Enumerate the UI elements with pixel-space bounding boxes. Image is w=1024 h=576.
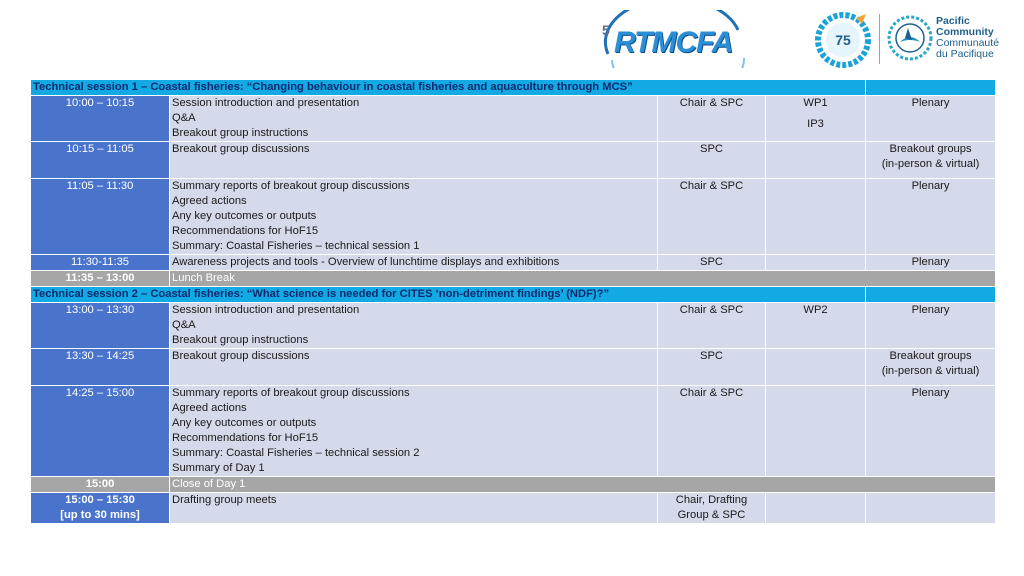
row-time [31, 493, 170, 524]
table-row [31, 493, 996, 524]
spc-75-anniversary-icon [812, 12, 874, 68]
table-row [31, 386, 996, 477]
row-time: 11:30-11:35 [31, 255, 170, 271]
desc-line: Summary: Coastal Fisheries – technical session 2 [172, 447, 420, 459]
desc-line: Summary of Day 1 [172, 462, 265, 474]
spc-name-en-2: Community [936, 26, 994, 38]
row-papers [766, 386, 866, 477]
desc-line: Recommendations for HoF15 [172, 225, 319, 237]
row-lead: Chair & SPC [658, 386, 766, 477]
svg-text:75: 75 [835, 32, 851, 48]
row-mode: Plenary [866, 303, 996, 349]
row-description [170, 386, 658, 477]
row-papers [766, 349, 866, 386]
row-description [170, 179, 658, 255]
row-description [170, 303, 658, 349]
row-time: 15:00 [31, 477, 170, 493]
session-1-header [31, 80, 996, 96]
row-mode [866, 349, 996, 386]
spc-name-fr-1: Communauté [936, 37, 1000, 49]
row-lead [658, 493, 766, 524]
row-description: Awareness projects and tools - Overview of lunchtime displays and exhibitions [170, 255, 658, 271]
row-description: Lunch Break [170, 271, 996, 287]
table-row [31, 142, 996, 179]
session-2-header [31, 287, 996, 303]
row-description: Drafting group meets [170, 493, 658, 524]
rtmcfa-logo [596, 10, 748, 68]
time-line: 15:00 – 15:30 [65, 494, 135, 506]
row-time: 11:05 – 11:30 [31, 179, 170, 255]
row-lead: SPC [658, 349, 766, 386]
mode-line: (in-person & virtual) [881, 158, 980, 170]
pacific-community-name [936, 16, 999, 60]
table-row [31, 96, 996, 142]
row-papers [766, 179, 866, 255]
rtmcfa-prefix: 5 [602, 22, 610, 38]
mode-line: (in-person & virtual) [881, 365, 980, 377]
row-mode: Plenary [866, 179, 996, 255]
row-time: 14:25 – 15:00 [31, 386, 170, 477]
row-description: Breakout group discussions [170, 349, 658, 386]
desc-line: Agreed actions [172, 402, 247, 414]
rtmcfa-text: RTMCFA [614, 26, 733, 59]
logo-divider [879, 14, 880, 64]
row-time: 11:35 – 13:00 [31, 271, 170, 287]
desc-line: Q&A [172, 319, 196, 331]
mode-line: Breakout groups [889, 350, 972, 362]
row-papers [766, 255, 866, 271]
spc-name-en-1: Pacific [936, 15, 970, 27]
row-papers: WP2 [766, 303, 866, 349]
desc-line: Breakout group instructions [172, 127, 309, 139]
desc-line: Q&A [172, 112, 196, 124]
close-of-day-row [31, 477, 996, 493]
table-row [31, 349, 996, 386]
row-description: Close of Day 1 [170, 477, 996, 493]
desc-line: Agreed actions [172, 195, 247, 207]
lunch-break-row [31, 271, 996, 287]
row-mode [866, 142, 996, 179]
header-logos [0, 8, 1024, 72]
table-row [31, 255, 996, 271]
row-description: Breakout group discussions [170, 142, 658, 179]
row-mode: Plenary [866, 255, 996, 271]
spc-name-fr-2: du Pacifique [936, 48, 994, 60]
desc-line: Recommendations for HoF15 [172, 432, 319, 444]
session-2-title: Technical session 2 – Coastal fisheries: “What science is needed for CITES ‘non-detriment findings’ (NDF)?” [31, 287, 866, 303]
row-mode: Plenary [866, 96, 996, 142]
row-lead: SPC [658, 142, 766, 179]
row-lead: SPC [658, 255, 766, 271]
desc-line: Session introduction and presentation [172, 97, 360, 109]
desc-line: Session introduction and presentation [172, 304, 360, 316]
row-time: 13:00 – 13:30 [31, 303, 170, 349]
lead-line: Chair, Drafting [675, 494, 748, 506]
agenda-table [30, 79, 996, 524]
row-mode [866, 493, 996, 524]
row-papers [766, 142, 866, 179]
row-lead: Chair & SPC [658, 96, 766, 142]
row-papers [766, 96, 866, 142]
row-description [170, 96, 658, 142]
mode-line: Breakout groups [889, 143, 972, 155]
row-lead: Chair & SPC [658, 179, 766, 255]
table-row [31, 303, 996, 349]
desc-line: Any key outcomes or outputs [172, 210, 317, 222]
desc-line: Summary reports of breakout group discussions [172, 387, 410, 399]
row-mode: Plenary [866, 386, 996, 477]
row-time: 13:30 – 14:25 [31, 349, 170, 386]
pacific-community-icon [886, 14, 934, 62]
row-papers [766, 493, 866, 524]
row-lead: Chair & SPC [658, 303, 766, 349]
row-time: 10:15 – 11:05 [31, 142, 170, 179]
time-line: [up to 30 mins] [60, 509, 140, 521]
lead-line: Group & SPC [677, 509, 746, 521]
session-1-title: Technical session 1 – Coastal fisheries: “Changing behaviour in coastal fisheries and aquaculture through MCS” [31, 80, 866, 96]
desc-line: Any key outcomes or outputs [172, 417, 317, 429]
desc-line: Breakout group instructions [172, 334, 309, 346]
paper-ref: WP1 [803, 97, 828, 109]
paper-ref: IP3 [807, 118, 824, 130]
desc-line: Summary reports of breakout group discussions [172, 180, 410, 192]
desc-line: Summary: Coastal Fisheries – technical session 1 [172, 240, 420, 252]
row-time: 10:00 – 10:15 [31, 96, 170, 142]
table-row [31, 179, 996, 255]
